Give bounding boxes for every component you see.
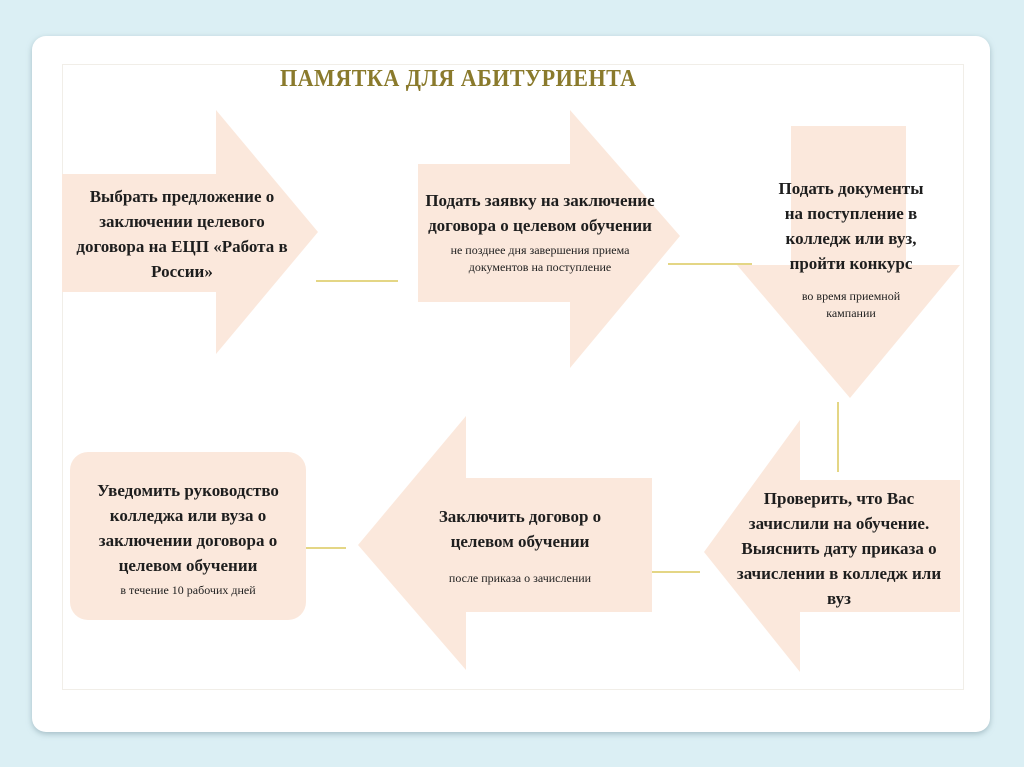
step-6-note: в течение 10 рабочих дней (120, 583, 256, 597)
step-3-text (768, 176, 934, 322)
step-6-label: Уведомить руководство колледжа или вуза о заключении договора о целевом обучении (97, 481, 279, 575)
step-3-label: Подать документы на поступление в колледж или вуз, пройти конкурс (778, 179, 924, 273)
step-3-note: во время приемной кампании (801, 289, 901, 320)
step-2-label: Подать заявку на заключение договора о целевом обучении (425, 191, 655, 235)
step-4-label: Проверить, что Вас зачислили на обучение. Выяснить дату приказа о зачислении в колледж или вуз (736, 489, 942, 608)
step-2-text (404, 188, 676, 276)
step-6-text (80, 478, 296, 599)
step-4-text (726, 486, 952, 611)
step-5-label: Заключить договор о целевом обучении (438, 507, 602, 551)
step-1-text (64, 184, 300, 284)
step-2-note: не позднее дня завершения приема документов на поступление (450, 243, 630, 274)
step-5-text (420, 504, 620, 587)
page-title: ПАМЯТКА ДЛЯ АБИТУРИЕНТА (280, 66, 637, 92)
step-5-note: после приказа о зачислении (448, 571, 592, 585)
step-1-label: Выбрать предложение о заключении целевого договора на ЕЦП «Работа в России» (76, 187, 288, 281)
